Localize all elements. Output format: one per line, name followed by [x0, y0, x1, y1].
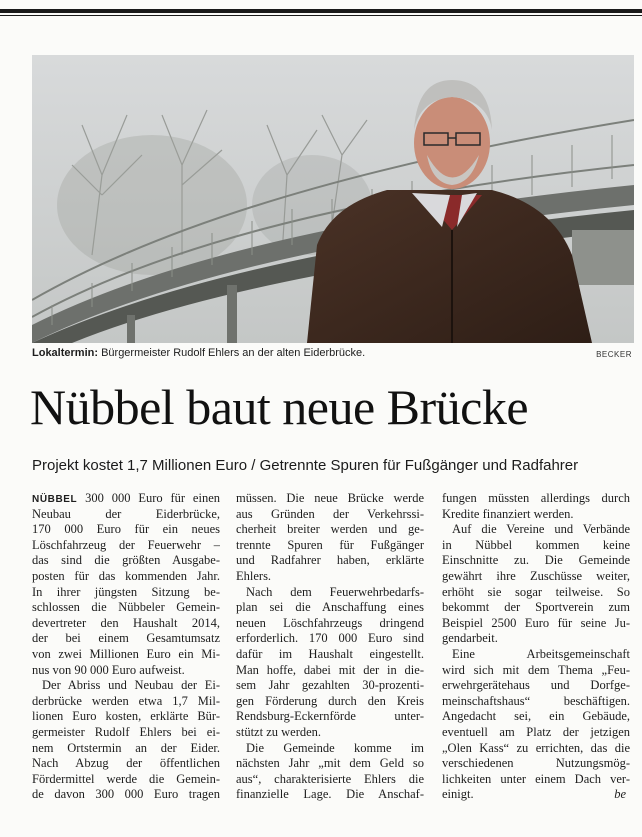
text-line: cherheit breiter werden und ge-	[236, 522, 424, 537]
text-line: in Nübbel kommen keine	[442, 537, 630, 552]
text-line: nem Ortstermin an der Eider.	[32, 740, 220, 755]
text-line: eventuell am Platz der jetzigen	[442, 724, 630, 739]
text-line: Einschnitte zu. Die Gemeinde	[442, 553, 630, 568]
text-line: sem Jahr gezahlten 30-prozenti-	[236, 678, 424, 693]
caption-text: Bürgermeister Rudolf Ehlers an der alten Eiderbrücke.	[98, 347, 366, 359]
text-line: nächsten Jahr „mit dem Geld so	[236, 756, 424, 771]
caption-lead: Lokaltermin:	[32, 347, 99, 359]
text-line: neuen Löschfahrzeugs dringend	[236, 615, 424, 630]
photo-caption	[32, 346, 634, 362]
text-line: Kredite finanziert werden.	[442, 506, 574, 521]
article-subheadline: Projekt kostet 1,7 Millionen Euro / Getrennte Spuren für Fußgänger und Radfahrer	[32, 457, 579, 474]
text-line: finanzielle Lage. Die Anschaf-	[236, 787, 424, 802]
text-line: devertreter den Haushalt 2014,	[32, 615, 220, 630]
photo-illustration	[32, 55, 634, 343]
text-line: 170 000 Euro für ein neues	[32, 522, 220, 537]
text-line: lichkeiten unter einem Dach ver-	[442, 771, 630, 786]
text-line: Auf die Vereine und Verbände	[452, 522, 630, 537]
text-line: gewährt ihre Zuschüsse weiter,	[442, 568, 630, 583]
text-line: gen Förderung durch den Kreis	[236, 693, 424, 708]
text-line: erwehrgerätehaus und Dorfge-	[442, 678, 630, 693]
text-line: germeister Rudolf Ehlers bei ei-	[32, 724, 220, 739]
text-line: Nach Abzug der öffentlichen	[32, 756, 220, 771]
text-line: aus Gründen der Verkehrssi-	[236, 506, 424, 521]
text-line: bekommt der Sportverein zum	[442, 600, 630, 615]
text-line: erhöht sie sogar teilweise. So	[442, 584, 630, 599]
text-line: Die Gemeinde komme im	[246, 740, 424, 755]
text-line: Rendsburg-Eckernförde unter-	[236, 709, 424, 724]
text-line: dafür im Haushalt eingestellt.	[236, 646, 424, 661]
text-line: und Radfahrer haben, erklärte	[236, 553, 424, 568]
text-line: plan sei die Anschaffung eines	[236, 600, 424, 615]
text-line: Fördermittel werde die Gemein-	[32, 771, 220, 786]
text-line-last	[442, 787, 630, 803]
article-headline: Nübbel baut neue Brücke	[30, 379, 529, 435]
text-line: gendarbeit.	[442, 631, 498, 646]
text-line-content: einigt.	[442, 787, 474, 802]
text-line: schlossen die Nübbeler Gemein-	[32, 600, 220, 615]
article-column-1	[32, 491, 220, 803]
text-line: wird sich mit dem Thema „Feu-	[442, 662, 630, 677]
text-line: Neubau der Eiderbrücke,	[32, 506, 220, 521]
text-line: Man hoffe, dabei mit der in die-	[236, 662, 424, 677]
top-rule-thin	[0, 15, 642, 16]
article-photo	[32, 55, 634, 343]
dateline: NÜBBEL	[32, 494, 78, 505]
author-signature: be	[614, 787, 626, 802]
text-line: stützt zu werden.	[236, 724, 322, 739]
text-line: fungen müssten allerdings durch	[442, 491, 630, 505]
text-line: Der Abriss und Neubau der Ei-	[42, 678, 220, 693]
text-line: verschiedenen Nutzungsmög-	[442, 756, 630, 771]
text-line: de davon 300 000 Euro tragen	[32, 787, 220, 802]
text-line: „Olen Kass“ zu errichten, das die	[442, 740, 630, 755]
text-line: trennte Spuren für Fußgänger	[236, 537, 424, 552]
text-line: In ihrer jüngsten Sitzung be-	[32, 584, 220, 599]
text-line: erforderlich. 170 000 Euro sind	[236, 631, 424, 646]
text-line	[32, 491, 220, 507]
article-column-2	[236, 491, 424, 803]
text-line: Beispiel 2500 Euro für seine Ju-	[442, 615, 630, 630]
text-line: der bei einem Gesamtumsatz	[32, 631, 220, 646]
text-line: posten für das kommenden Jahr.	[32, 568, 220, 583]
text-line: Ehlers.	[236, 568, 272, 583]
top-rule	[0, 9, 642, 13]
text-line-content: 300 000 Euro für einen	[77, 491, 220, 505]
text-line: Eine Arbeitsgemeinschaft	[452, 646, 630, 661]
text-line: Nach dem Feuerwehrbedarfs-	[246, 584, 424, 599]
text-line: aus“, charakterisierte Ehlers die	[236, 771, 424, 786]
text-line: meinschaftshaus“ beschäftigen.	[442, 693, 630, 708]
article-column-3	[442, 491, 630, 803]
text-line: derbrücke werden etwa 1,7 Mil-	[32, 693, 220, 708]
photo-credit: BECKER	[596, 350, 632, 359]
text-line: das sind die größten Ausgabe-	[32, 553, 220, 568]
text-line: Angedacht sei, ein Gebäude,	[442, 709, 630, 724]
text-line: müssen. Die neue Brücke werde	[236, 491, 424, 505]
text-line: Löschfahrzeug der Feuerwehr –	[32, 537, 220, 552]
text-line: lionen Euro kosten, erklärte Bür-	[32, 709, 220, 724]
text-line: nus von 90 000 Euro aufweist.	[32, 662, 185, 677]
text-line: von zwei Millionen Euro ein Mi-	[32, 646, 220, 661]
